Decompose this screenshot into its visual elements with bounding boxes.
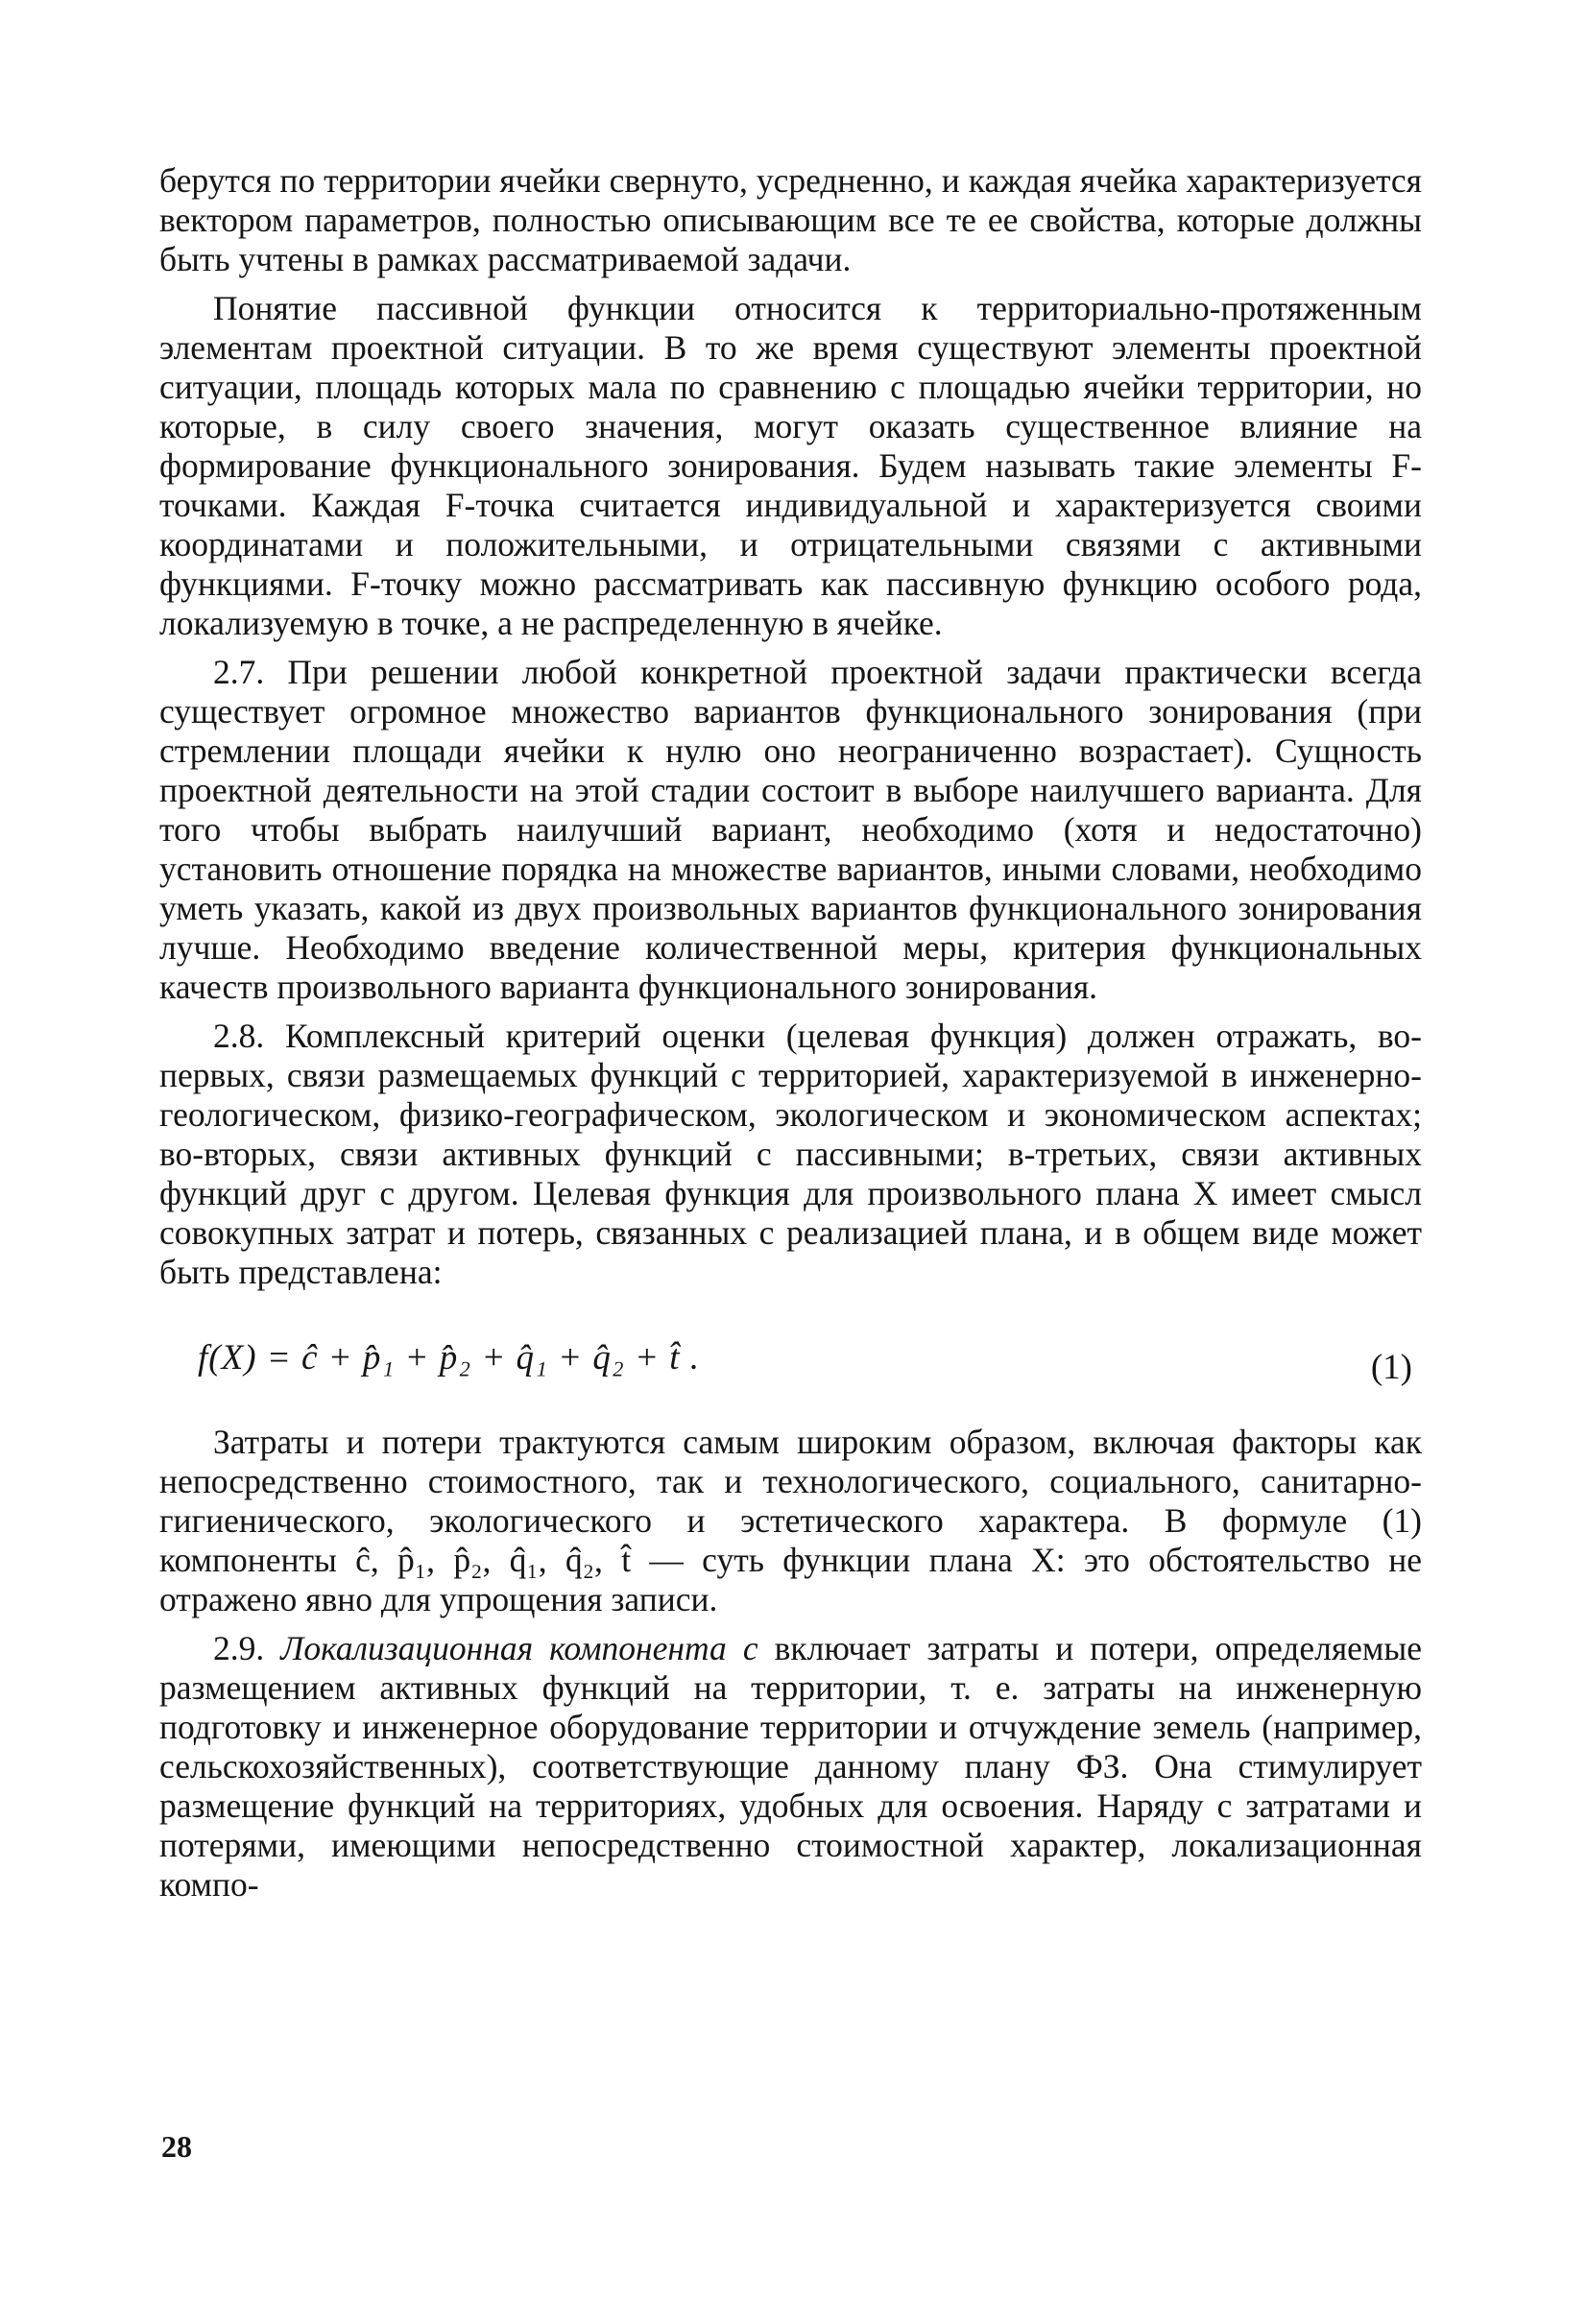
paragraph-2-8 — [159, 1017, 1422, 1292]
page-number: 28 — [161, 2129, 192, 2164]
section-number-2-7: 2.7. — [213, 653, 265, 691]
equation-number: (1) — [1370, 1348, 1412, 1387]
page-body — [159, 161, 1422, 1914]
paragraph-2-9 — [159, 1629, 1422, 1905]
section-number-2-9: 2.9. — [213, 1629, 265, 1667]
paragraph-2-7 — [159, 653, 1422, 1007]
section-number-2-8: 2.8. — [213, 1017, 265, 1055]
paragraph-2-8-text: Комплексный критерий оценки (целевая функция) должен отражать, во-первых, связи размещаемых функций с территорией, характеризуемой в инженерно-геологическом, физико-географическом, экологическом и экономическом аспектах; во-вторых, связи активных функций с пассивными; в-третьих, связи активных функций друг с другом. Целевая функция для произвольного плана X имеет смысл совокупных затрат и потерь, связанных с реализацией плана, и в общем виде может быть представлена: — [159, 1017, 1423, 1291]
term-localization-component: Локализационная компонента c — [280, 1629, 758, 1667]
paragraph-2: Понятие пассивной функции относится к территориально-протяженным элементам проектной ситуации. В то же время существуют элементы проектной ситуации, площадь которых мала по сравнению с площадью ячейки территории, но которые, в силу своего значения, могут оказать существенное влияние на формирование функционального зонирования. Будем называть такие элементы F-точками. Каждая F-точка считается индивидуальной и характеризуется своими координатами и положительными, и отрицательными связями с активными функциями. F-точку можно рассматривать как пассивную функцию особого рода, локализуемую в точке, а не распределенную в ячейке. — [159, 289, 1422, 642]
paragraph-1: берутся по территории ячейки свернуто, усредненно, и каждая ячейка характеризуется вектором параметров, полностью описывающим все те ее свойства, которые должны быть учтены в рамках рассматриваемой задачи. — [159, 161, 1422, 278]
paragraph-2-7-text: При решении любой конкретной проектной задачи практически всегда существует огромное множество вариантов функционального зонирования (при стремлении площади ячейки к нулю оно неограниченно возрастает). Сущность проектной деятельности на этой стадии состоит в выборе наилучшего варианта. Для того чтобы выбрать наилучший вариант, необходимо (хотя и недостаточно) установить отношение порядка на множестве вариантов, иными словами, необходимо уметь указать, какой из двух произвольных вариантов функционального зонирования лучше. Необходимо введение количественной меры, критерия функциональных качеств произвольного варианта функционального зонирования. — [159, 653, 1422, 1006]
paragraph-2-9-text: включает затраты и потери, определяемые размещением активных функций на территории, т. е. затраты на инженерную подготовку и инженерное оборудование территории и отчуждение земель (например, сельскохозяйственных), соответствующие данному плану ФЗ. Она стимулирует размещение функций на территориях, удобных для освоения. Наряду с затратами и потерями, имеющими непосредственно стоимостной характер, локализационная компо- — [159, 1629, 1422, 1904]
paragraph-costs: Затраты и потери трактуются самым широким образом, включая факторы как непосредственно стоимостного, так и технологического, социального, санитарно-гигиенического, экологического и эстетического характера. В формуле (1) компоненты ĉ, p̂₁, p̂₂, q̂₁, q̂₂, t̂ — суть функции плана X: это обстоятельство не отражено явно для упрощения записи. — [159, 1423, 1422, 1618]
equation-block — [159, 1329, 1422, 1398]
objective-function-formula: f(X) = ĉ + p̂₁ + p̂₂ + q̂₁ + q̂₂ + t̂ . — [198, 1338, 700, 1378]
